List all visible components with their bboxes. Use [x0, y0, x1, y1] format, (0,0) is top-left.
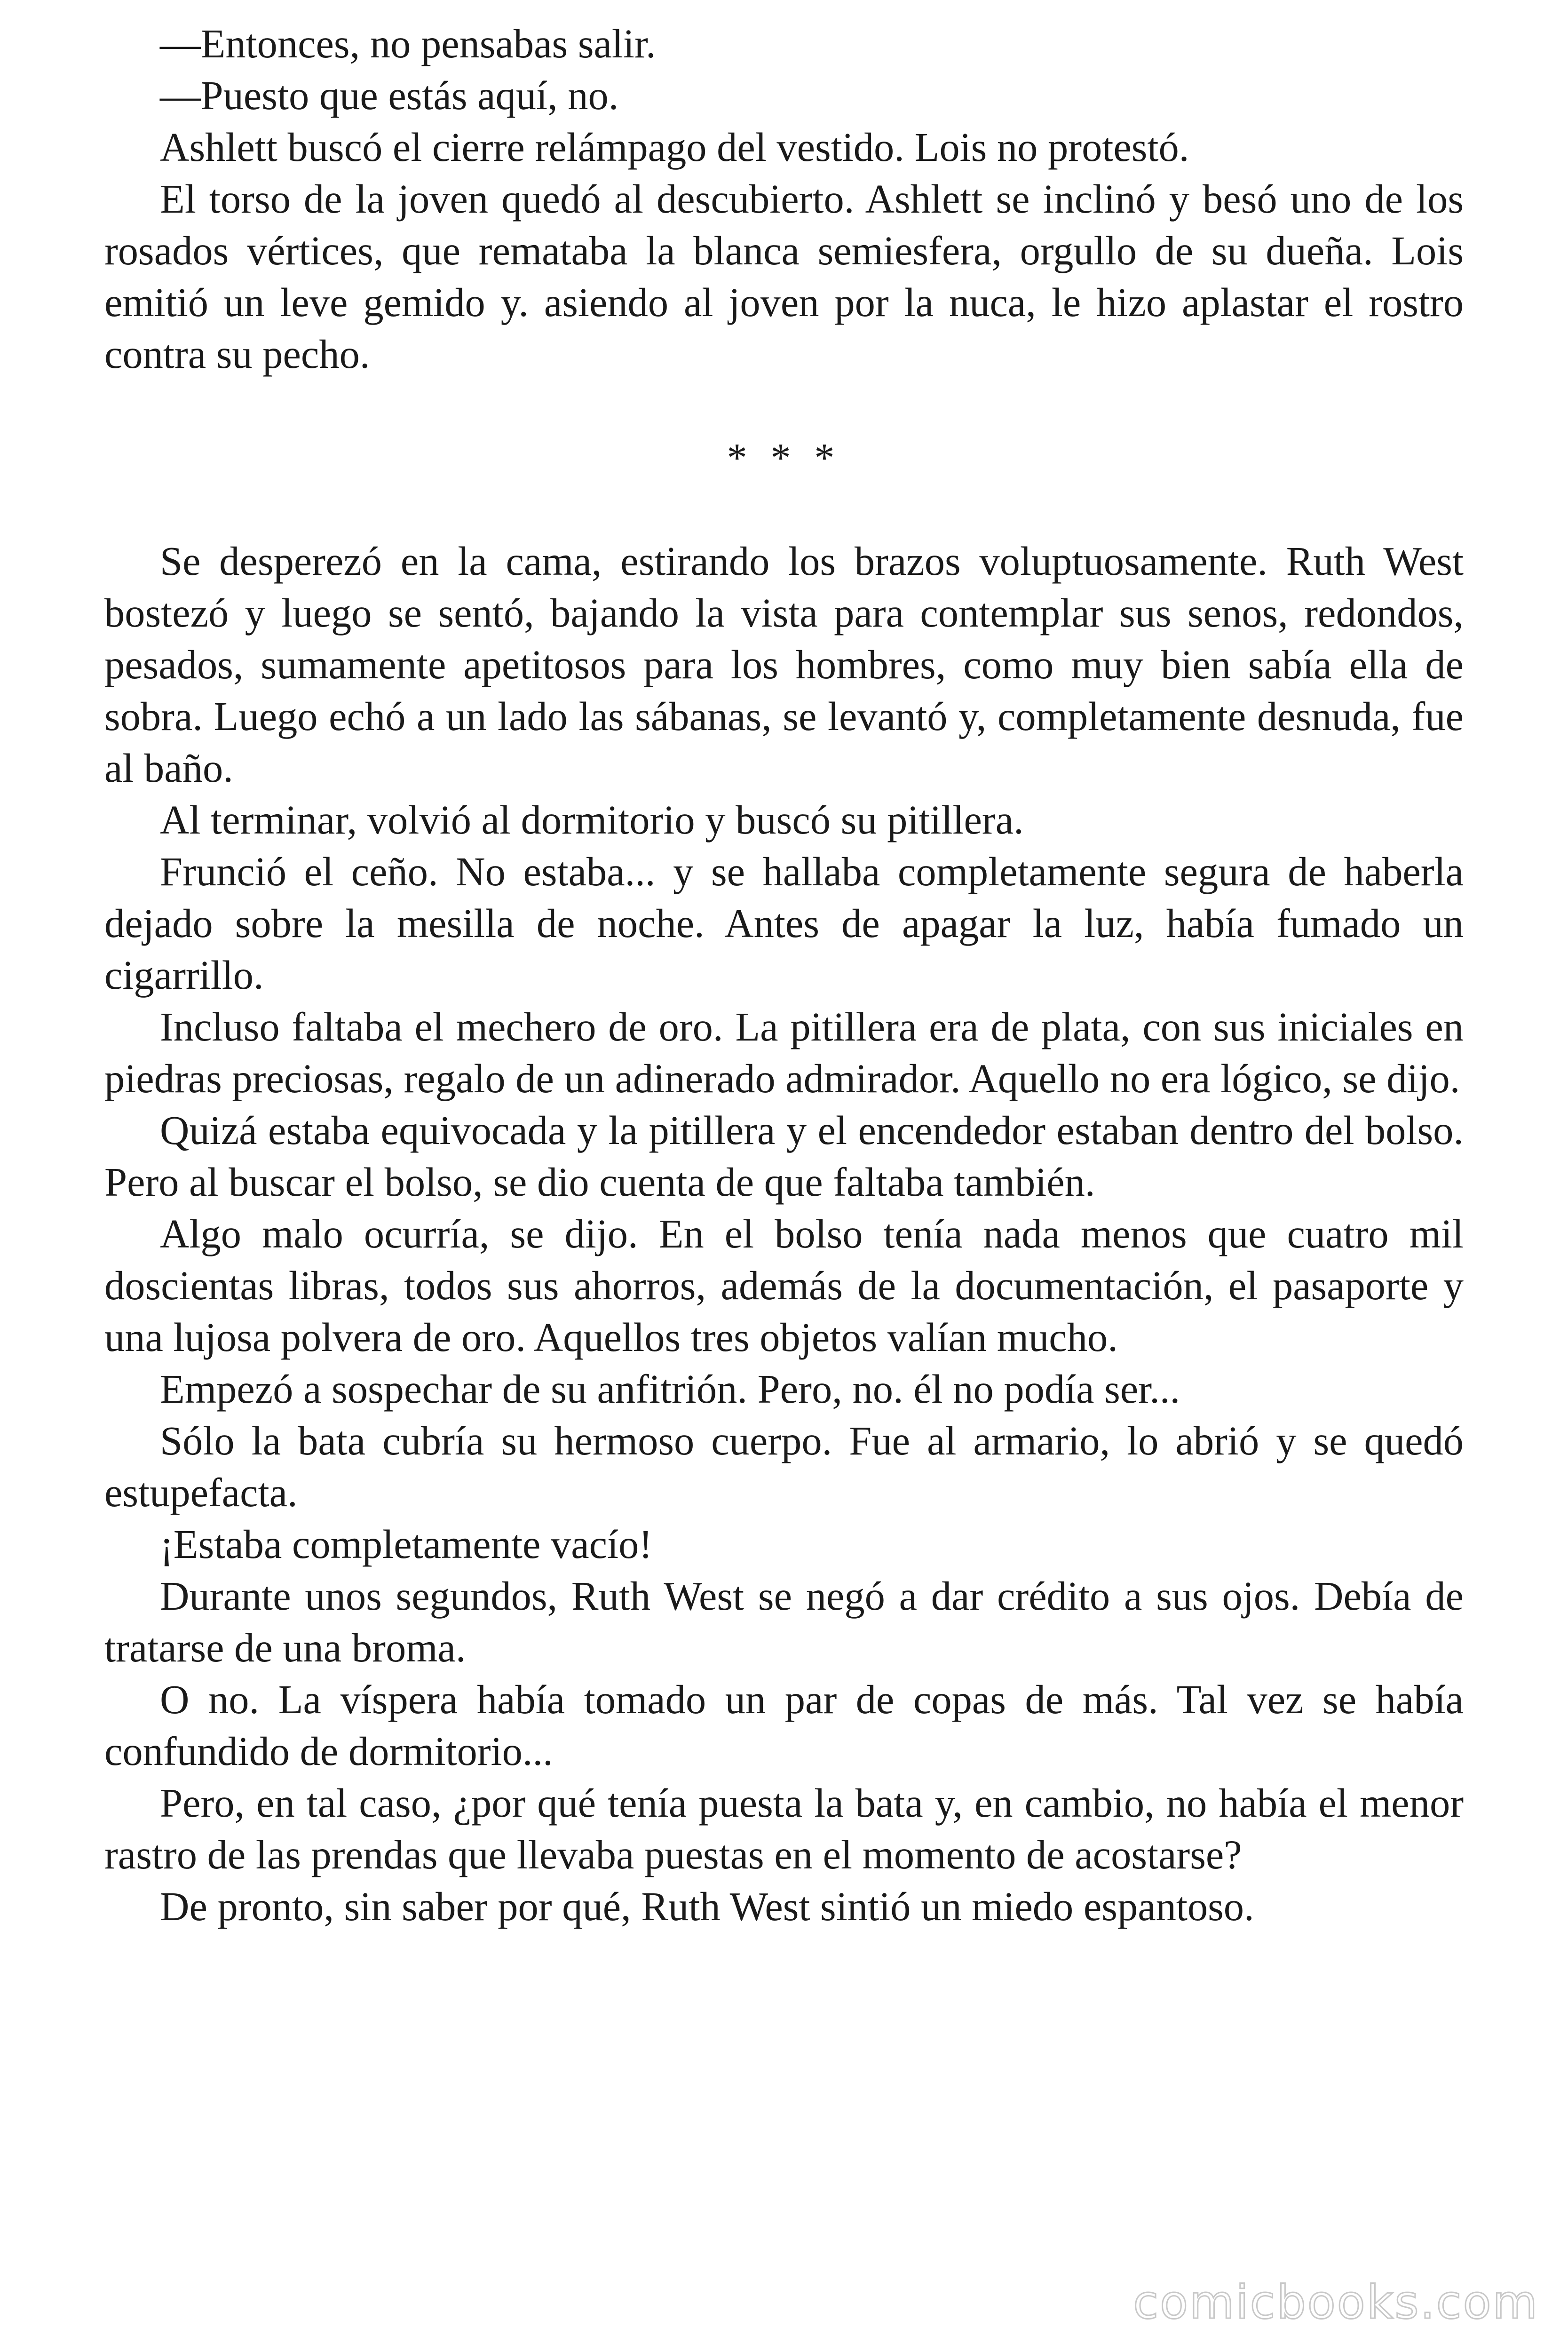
paragraph: Frunció el ceño. No estaba... y se hallaba completamente segura de haberla dejado sobre la mesilla de noche. Antes de apagar la luz, había fumado un cigarrillo.	[104, 849, 1464, 998]
paragraph: Al terminar, volvió al dormitorio y buscó su pitillera.	[160, 797, 1024, 842]
paragraph: Pero, en tal caso, ¿por qué tenía puesta la bata y, en cambio, no había el menor rastro de las prendas que llevaba puestas en el momento de acostarse?	[104, 1780, 1464, 1877]
paragraph: El torso de la joven quedó al descubierto. Ashlett se inclinó y besó uno de los rosados vértices, que remataba la blanca semiesfera, orgullo de su dueña. Lois emitió un leve gemido y. asiendo al joven por la nuca, le hizo aplastar el rostro contra su pecho.	[104, 176, 1464, 377]
paragraph: Durante unos segundos, Ruth West se negó a dar crédito a sus ojos. Debía de tratarse de una broma.	[104, 1573, 1464, 1670]
page-text	[104, 18, 1464, 1932]
paragraph: Se desperezó en la cama, estirando los brazos voluptuosamente. Ruth West bostezó y luego se sentó, bajando la vista para contemplar sus senos, redondos, pesados, sumamente apetitosos para los hombres, como muy bien sabía ella de sobra. Luego echó a un lado las sábanas, se levantó y, completamente desnuda, fue al baño.	[104, 539, 1464, 791]
paragraph: De pronto, sin saber por qué, Ruth West sintió un miedo espantoso.	[160, 1884, 1254, 1929]
paragraph: —Entonces, no pensabas salir.	[160, 21, 656, 66]
watermark: comicbooks.com	[1133, 2276, 1539, 2329]
paragraph: O no. La víspera había tomado un par de copas de más. Tal vez se había confundido de dormitorio...	[104, 1677, 1464, 1774]
paragraph: Empezó a sospechar de su anfitrión. Pero, no. él no podía ser...	[160, 1367, 1180, 1412]
paragraph: Quizá estaba equivocada y la pitillera y el encendedor estaban dentro del bolso. Pero al buscar el bolso, se dio cuenta de que faltaba también.	[104, 1108, 1464, 1205]
paragraph: Sólo la bata cubría su hermoso cuerpo. Fue al armario, lo abrió y se quedó estupefacta.	[104, 1418, 1464, 1515]
section-break: * * *	[727, 435, 841, 480]
paragraph: Incluso faltaba el mechero de oro. La pitillera era de plata, con sus iniciales en piedras preciosas, regalo de un adinerado admirador. Aquello no era lógico, se dijo.	[104, 1004, 1464, 1101]
paragraph: —Puesto que estás aquí, no.	[160, 73, 619, 118]
paragraph: Ashlett buscó el cierre relámpago del vestido. Lois no protestó.	[160, 125, 1189, 170]
paragraph: Algo malo ocurría, se dijo. En el bolso tenía nada menos que cuatro mil doscientas libras, todos sus ahorros, además de la documentación, el pasaporte y una lujosa polvera de oro. Aquellos tres objetos valían mucho.	[104, 1211, 1464, 1360]
paragraph: ¡Estaba completamente vacío!	[160, 1522, 653, 1567]
